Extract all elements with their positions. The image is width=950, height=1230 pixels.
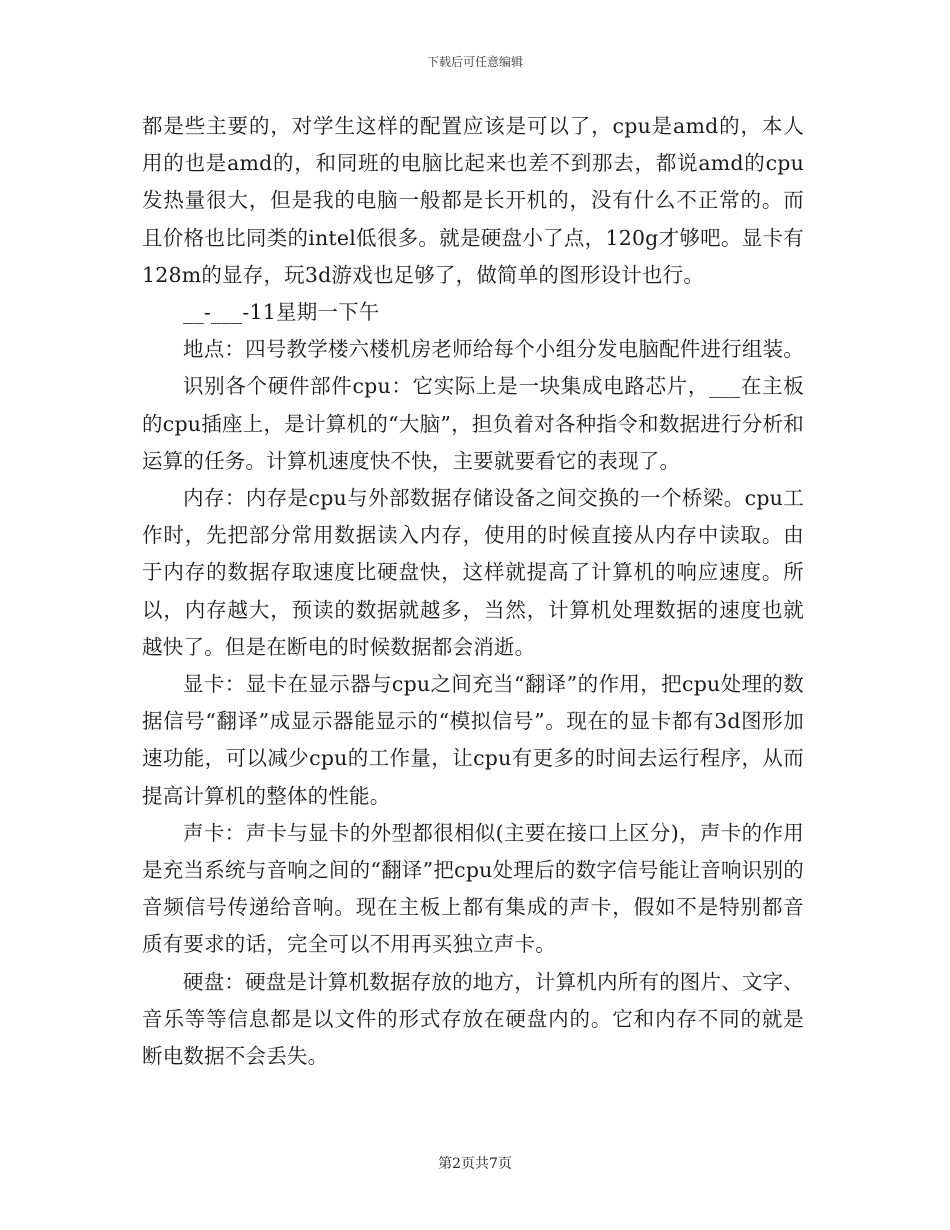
paragraph-cpu: 识别各个硬件部件cpu：它实际上是一块集成电路芯片，___在主板的cpu插座上，是计算机的“大脑”，担负着对各种指令和数据进行分析和运算的任务。计算机速度快不快，主要就要看它的表现了。 <box>142 374 804 473</box>
page-header: 下载后可任意编辑 <box>426 55 523 69</box>
paragraph-graphics-card: 显卡：显卡在显示器与cpu之间充当“翻译”的作用，把cpu处理的数据信号“翻译”成显示器能显示的“模拟信号”。现在的显卡都有3d图形加速功能，可以减少cpu的工作量，让cpu有更多的时间去运行程序，从而提高计算机的整体的性能。 <box>142 672 804 808</box>
paragraph-date: __-___-11星期一下午 <box>183 300 380 325</box>
paragraph-sound-card: 声卡：声卡与显卡的外型都很相似(主要在接口上区分)，声卡的作用是充当系统与音响之间的“翻译”把cpu处理后的数字信号能让音响识别的音频信号传递给音响。现在主板上都有集成的声卡，假如不是特别都音质有要求的话，完全可以不用再买独立声卡。 <box>142 820 804 957</box>
document-body <box>142 108 804 1075</box>
paragraph-hard-disk: 硬盘：硬盘是计算机数据存放的地方，计算机内所有的图片、文字、音乐等等信息都是以文件的形式存放在硬盘内的。它和内存不同的就是断电数据不会丢失。 <box>142 969 804 1069</box>
paragraph-location: 地点：四号教学楼六楼机房老师给每个小组分发电脑配件进行组装。 <box>183 337 804 362</box>
paragraph-continuation: 都是些主要的，对学生这样的配置应该是可以了，cpu是amd的，本人用的也是amd的，和同班的电脑比起来也差不到那去，都说amd的cpu发热量很大，但是我的电脑一般都是长开机的，没有什么不正常的。而且价格也比同类的intel低很多。就是硬盘小了点，120g才够吧。显卡有128m的显存，玩3d游戏也足够了，做简单的图形设计也行。 <box>142 114 804 287</box>
paragraph-memory: 内存：内存是cpu与外部数据存储设备之间交换的一个桥梁。cpu工作时，先把部分常用数据读入内存，使用的时候直接从内存中读取。由于内存的数据存取速度比硬盘快，这样就提高了计算机的响应速度。所以，内存越大，预读的数据就越多，当然，计算机处理数据的速度也就越快了。但是在断电的时候数据都会消逝。 <box>142 486 804 659</box>
page-number: 第2页共7页 <box>438 1156 512 1172</box>
